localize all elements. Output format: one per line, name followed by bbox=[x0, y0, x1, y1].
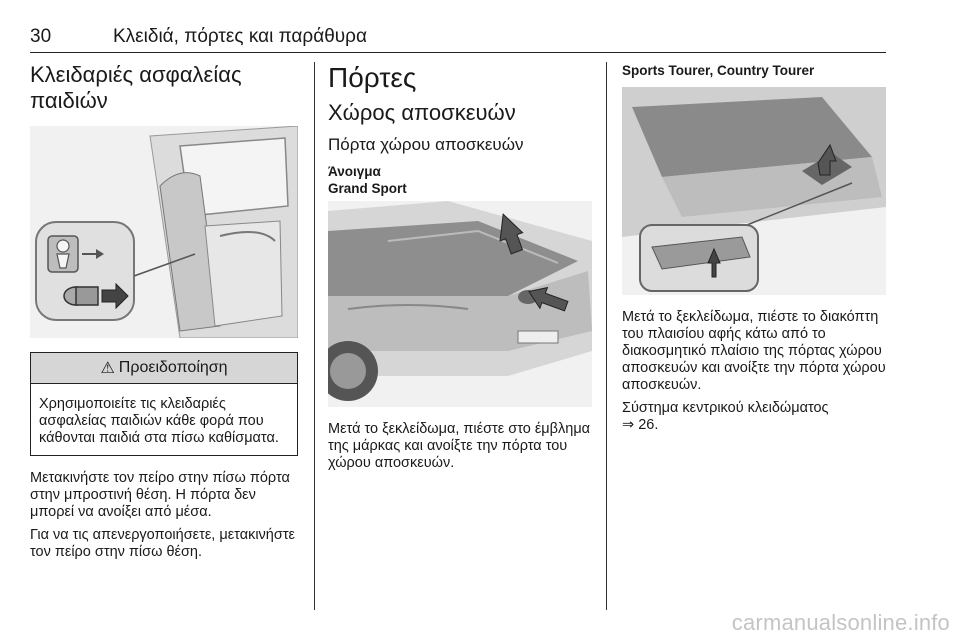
section-heading-child-locks: Κλειδαριές ασφαλείας παιδιών bbox=[30, 62, 242, 113]
label-opening: Άνοιγμα bbox=[328, 164, 381, 179]
paragraph: Μετά το ξεκλείδωμα, πιέστε στο έμβλημα της μάρκας και ανοίξτε την πόρτα του χώρου αποσκευών. bbox=[328, 421, 591, 471]
page-title: Κλειδιά, πόρτες και παράθυρα bbox=[113, 26, 367, 47]
page-header bbox=[30, 26, 886, 53]
warning-triangle-icon: ⚠ bbox=[100, 360, 115, 377]
grand-sport-tailgate-illustration bbox=[328, 201, 592, 407]
sports-tourer-tailgate-illustration bbox=[622, 87, 886, 295]
column-child-locks bbox=[30, 62, 298, 567]
section-heading-doors: Πόρτες bbox=[328, 62, 417, 93]
warning-text: Χρησιμοποιείτε τις κλειδαριές ασφαλείας παιδιών κάθε φορά που κάθονται παιδιά στα πίσω καθίσματα. bbox=[39, 396, 279, 446]
page-reference-link[interactable]: 26. bbox=[638, 417, 659, 433]
label-sports-tourer: Sports Tourer, Country Tourer bbox=[622, 63, 815, 78]
paragraph: Για να τις απενεργοποιήσετε, μετακινήστε τον πείρο στην πίσω θέση. bbox=[30, 527, 296, 560]
subheading-tailgate: Πόρτα χώρου αποσκευών bbox=[328, 135, 524, 154]
column-doors bbox=[328, 62, 592, 478]
paragraph-reference: Σύστημα κεντρικού κλειδώματος ⇒ 26. bbox=[622, 400, 829, 433]
warning-header bbox=[31, 353, 297, 384]
subheading-luggage: Χώρος αποσκευών bbox=[328, 100, 516, 125]
column-divider bbox=[606, 62, 607, 610]
column-sports-tourer bbox=[622, 62, 886, 440]
warning-title: Προειδοποίηση bbox=[118, 359, 228, 376]
watermark: carmanualsonline.info bbox=[731, 610, 950, 635]
column-divider bbox=[314, 62, 315, 610]
paragraph: Μετά το ξεκλείδωμα, πιέστε το διακόπτη του πλαισίου αφής κάτω από το διακοσμητικό πλαίσιο της πόρτας χώρου αποσκευών και ανοίξτε την πόρτα χώρου αποσκευών. bbox=[622, 309, 886, 393]
warning-box bbox=[30, 352, 298, 456]
page-number: 30 bbox=[30, 26, 52, 47]
label-grand-sport: Grand Sport bbox=[328, 181, 407, 196]
child-lock-illustration bbox=[30, 126, 298, 338]
paragraph: Μετακινήστε τον πείρο στην πίσω πόρτα στην μπροστινή θέση. Η πόρτα δεν μπορεί να ανοίξει από μέσα. bbox=[30, 470, 290, 520]
page-reference-icon: ⇒ bbox=[622, 417, 635, 433]
